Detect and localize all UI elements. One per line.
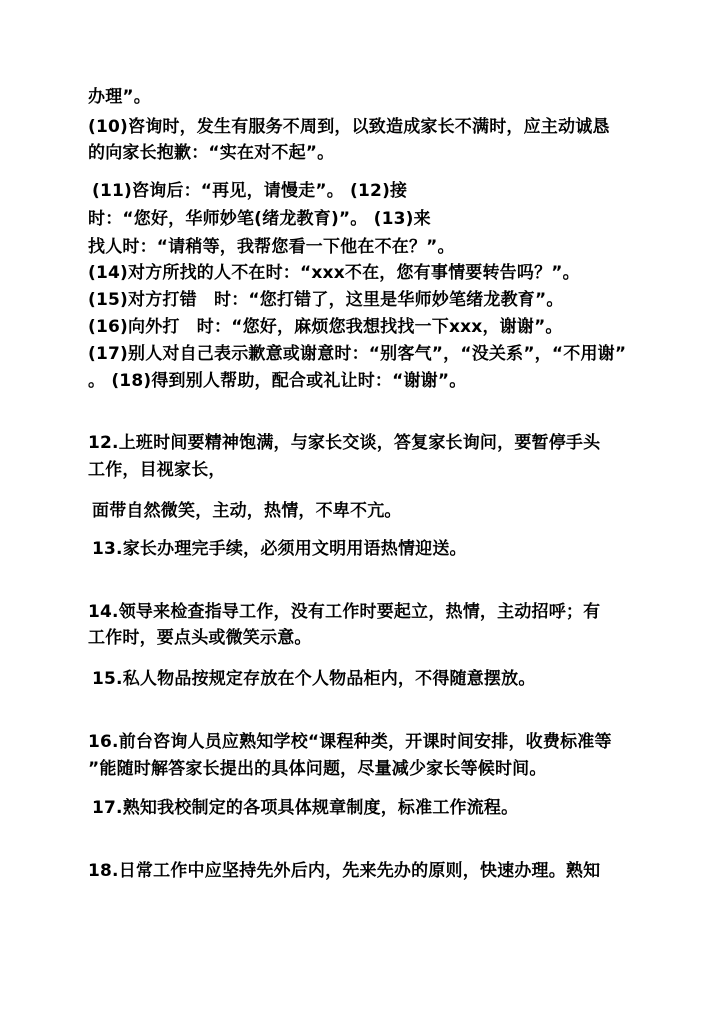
text-line: 14.领导来检查指导工作，没有工作时要起立，热情，主动招呼；有 (88, 602, 601, 622)
text-line: 找人时：“请稍等，我帮您看一下他在不在？”。 (88, 237, 455, 257)
text-line: 工作，目视家长， (88, 460, 226, 480)
text-line: (11)咨询后：“再见，请慢走”。 (12)接 (92, 181, 408, 201)
text-line: (14)对方所找的人不在时：“xxx不在，您有事情要转告吗？”。 (88, 263, 580, 283)
text-line: 17.熟知我校制定的各项具体规章制度，标准工作流程。 (92, 798, 519, 818)
text-line: 16.前台咨询人员应熟知学校“课程种类，开课时间安排，收费标准等 (88, 732, 612, 752)
text-line: 面带自然微笑，主动，热情，不卑不亢。 (92, 501, 402, 521)
text-line: (15)对方打错 时：“您打错了，这里是华师妙笔绪龙教育”。 (88, 290, 564, 310)
text-line: 工作时，要点头或微笑示意。 (88, 628, 312, 648)
text-line: (16)向外打 时：“您好，麻烦您我想找找一下xxx，谢谢”。 (88, 317, 563, 337)
text-line: 12.上班时间要精神饱满，与家长交谈，答复家长询问，要暂停手头 (88, 433, 601, 453)
text-line: 13.家长办理完手续，必须用文明用语热情迎送。 (92, 539, 467, 559)
text-line: 15.私人物品按规定存放在个人物品柜内，不得随意摆放。 (92, 669, 536, 689)
text-line: 时：“您好，华师妙笔(绪龙教育)”。 (13)来 (88, 209, 431, 229)
text-line: (10)咨询时，发生有服务不周到，以致造成家长不满时，应主动诚恳 (88, 117, 610, 137)
text-line: 的向家长抱歉：“实在对不起”。 (88, 143, 335, 163)
text-line: ”能随时解答家长提出的具体问题，尽量减少家长等候时间。 (88, 759, 547, 779)
text-line: 办理”。 (88, 87, 151, 107)
text-line: 。 (18)得到别人帮助，配合或礼让时：“谢谢”。 (88, 371, 467, 391)
text-line: 18.日常工作中应坚持先外后内，先来先办的原则，快速办理。熟知 (88, 861, 601, 881)
text-line: (17)别人对自己表示歉意或谢意时：“别客气”，“没关系”，“不用谢” (88, 344, 627, 364)
